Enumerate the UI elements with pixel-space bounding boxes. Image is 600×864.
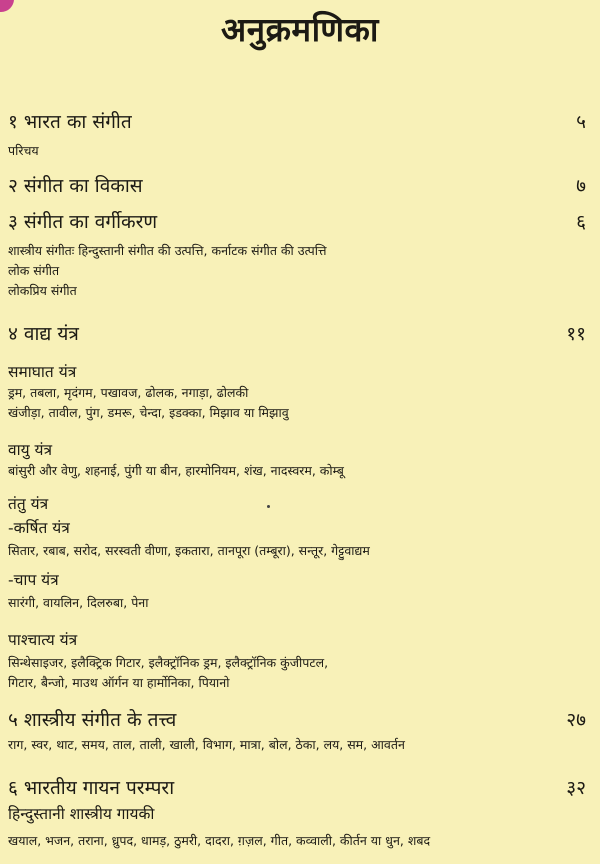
- chapter-5-page: २७: [566, 709, 586, 731]
- chapter-6-title: ६ भारतीय गायन परम्परा: [8, 777, 175, 799]
- chapter-4-page: ११: [566, 323, 586, 345]
- section-items: गिटार, बैन्जो, माउथ ऑर्गन या हार्मोनिका, पियानो: [8, 675, 230, 690]
- chapter-2-title: २ संगीत का विकास: [8, 175, 143, 197]
- section-items: बांसुरी और वेणु, शहनाई, पुंगी या बीन, हारमोनियम, शंख, नादस्वरम, कोम्बू: [8, 463, 344, 478]
- chapter-6-page: ३२: [566, 777, 586, 799]
- section-items: सिन्थेसाइजर, इलैक्ट्रिक गिटार, इलैक्ट्रॉनिक ड्रम, इलैक्ट्रॉनिक कुंजीपटल,: [8, 655, 329, 670]
- section-heading: वायु यंत्र: [8, 441, 53, 459]
- chapter-5-topic: राग, स्वर, थाट, समय, ताल, ताली, खाली, विभाग, मात्रा, बोल, ठेका, लय, सम, आवर्तन: [8, 737, 405, 752]
- chapter-1-title: १ भारत का संगीत: [8, 111, 132, 133]
- section-items: खयाल, भजन, तराना, ध्रुपद, धामड़, ठुमरी, दादरा, ग़ज़ल, गीत, कव्वाली, कीर्तन या धुन, शबद: [8, 833, 431, 848]
- chapter-3-topic: शास्त्रीय संगीतः हिन्दुस्तानी संगीत की उत्पत्ति, कर्नाटक संगीत की उत्पत्ति: [8, 243, 327, 258]
- ink-speck: [267, 505, 270, 508]
- section-items: सारंगी, वायलिन, दिलरुबा, पेना: [8, 595, 149, 610]
- section-heading: हिन्दुस्तानी शास्त्रीय गायकी: [8, 805, 155, 823]
- chapter-3-page: ६: [576, 211, 586, 233]
- section-items: सितार, रबाब, सरोद, सरस्वती वीणा, इकतारा, तानपूरा (तम्बूरा), सन्तूर, गेट्टुवाद्यम: [8, 543, 370, 558]
- chapter-1-page: ५: [576, 111, 586, 133]
- section-items: ड्रम, तबला, मृदंगम, पखावज, ढोलक, नगाड़ा, ढोलकी: [8, 385, 249, 400]
- chapter-3-title: ३ संगीत का वर्गीकरण: [8, 211, 158, 233]
- chapter-3-topic: लोक संगीत: [8, 263, 60, 278]
- chapter-3-topic: लोकप्रिय संगीत: [8, 283, 77, 298]
- section-subheading: -कर्षित यंत्र: [8, 519, 70, 537]
- section-heading: पाश्चात्य यंत्र: [8, 631, 78, 649]
- section-heading: समाघात यंत्र: [8, 363, 77, 381]
- page-title: अनुक्रमणिका: [221, 10, 379, 49]
- section-items: खंजीड़ा, तावील, पुंग, डमरू, चेन्दा, इडक्का, मिझाव या मिझावु: [8, 405, 289, 420]
- section-subheading: -चाप यंत्र: [8, 571, 59, 589]
- section-heading: तंतु यंत्र: [8, 495, 49, 513]
- chapter-5-title: ५ शास्त्रीय संगीत के तत्त्व: [8, 709, 177, 731]
- chapter-2-page: ७: [576, 175, 586, 197]
- chapter-4-title: ४ वाद्य यंत्र: [8, 323, 79, 345]
- chapter-1-topic: परिचय: [8, 143, 39, 158]
